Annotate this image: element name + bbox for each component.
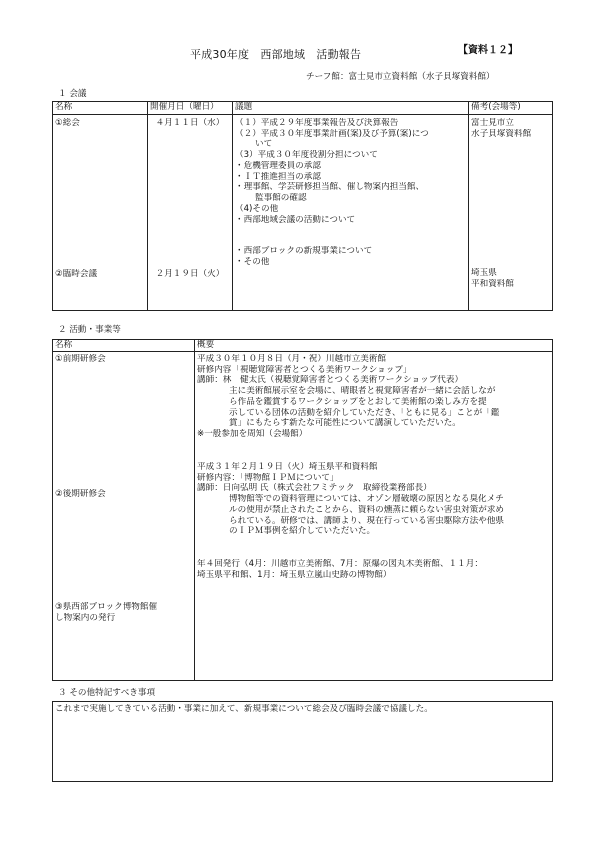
summary-line: 講師：林 健太氏（視聴覚障害者とつくる美術ワークショップ代表） [197,375,464,386]
agenda-line: （２）平成３０年度事業計画(案)及び予算(案)につ [235,128,429,139]
summary-line: 年４回発行（4月：川越市立美術館、7月：原爆の図丸木美術館、１１月： [197,559,483,570]
summary-line: られている。研修では、講師より、現在行っている害虫駆除方法や他県 [229,515,505,526]
meeting-name: ②臨時会議 [55,268,98,279]
activities-section-label: ２ 活動・事業等 [58,325,121,335]
summary-line: 示している団体の活動を紹介していただき、「ともに見る」ことが「鑑 [229,407,500,418]
summary-line: 研修内容：「博物館ＩＰＭについて」 [197,472,339,483]
summary-line: 埼玉県平和館、1月：埼玉県立嵐山史跡の博物館） [197,569,392,580]
activities-body-row [53,352,553,681]
summary-line: のＩＰＭ事例を紹介していただいた。 [229,526,376,537]
summary-line: 博物館等での資料管理については、オゾン層破壊の原因となる臭化メチ [229,494,504,505]
agenda-line: （4)その他 [235,203,279,214]
other-section-label: ３ その他特記すべき事項 [58,688,156,698]
summary-line: 平成３１年２月１９日（火）埼玉県平和資料館 [197,461,378,472]
summary-line: 平成３０年１０月８日（月・祝）川越市立美術館 [197,354,387,364]
activity-name: ①前期研修会 [55,354,106,364]
remarks-line: 水子貝塚資料館 [471,128,532,139]
chief-museum: チーフ館：富士見市立資料館（水子貝塚資料館） [306,72,495,82]
summary-line: ルの使用が禁止されたことから、資料の燻蒸に頼らない害虫対策が求め [229,504,505,515]
summary-line: 研修内容「視聴覚障害者とつくる美術ワークショップ」 [197,364,412,375]
activity-name: ②後期研修会 [55,488,106,499]
summary-line: 講師：日向弘明 氏（株式会社フミテック 取締役業務部長） [197,483,432,494]
header-agenda: 議題 [233,102,469,115]
summary-line: 賞」にもたらす新たな可能性について講演していただいた。 [229,418,461,429]
meetings-header-row [53,102,553,115]
agenda-line: ・理事館、学芸研修担当館、催し物案内担当館、 [235,182,425,193]
reference-label: 【資料１２】 [458,45,518,56]
remarks-line: 富士見市立 [471,118,514,128]
agenda-line: 監事館の確認 [255,193,307,204]
meetings-section-label: １ 会議 [58,89,87,99]
agenda-line: ・危機管理委員の承認 [235,160,321,171]
meeting-row-general [53,115,553,311]
header-date: 開催月日（曜日） [148,102,233,115]
other-text: これまで実施してきている活動・事業に加えて、新規事業について総会及び臨時会議で協議した。 [55,704,433,714]
meeting-date: ２月１９日（火） [155,268,225,279]
header-name: 名称 [53,102,148,115]
meeting-date: ４月１１日（水） [155,118,225,128]
meeting-name: ①総会 [55,118,80,128]
activity-name: ③県西部ブロック博物館催 [55,602,158,613]
header-name: 名称 [53,340,195,352]
other-body-row [53,702,553,782]
agenda-line: （１）平成２９年度事業報告及び決算報告 [235,118,399,128]
summary-line: ら作品を鑑賞するワークショップをとおして美術館の楽しみ方を提 [229,396,487,407]
other-table [52,701,553,782]
summary-line: ※一般参加を周知（会場館） [197,429,308,440]
header-summary: 概要 [195,340,553,352]
agenda-line: いて [255,139,273,150]
agenda-line: （3）平成３０年度役割分担について [235,150,378,161]
agenda-line: ・その他 [235,257,270,268]
agenda-line: ・ＩＴ推進担当の承認 [235,171,321,182]
page-title: 平成30年度 西部地域 活動報告 [190,48,362,61]
activity-name: し物案内の発行 [55,613,116,624]
header-remarks: 備考(会場等) [469,102,553,115]
remarks-line: 埼玉県 [471,268,497,279]
activities-table [52,339,553,681]
remarks-line: 平和資料館 [471,279,514,290]
summary-line: 主に美術館展示室を会場に、晴眼者と視覚障害者が一緒に会話しなが [229,386,496,397]
agenda-line: ・西部地域会議の活動について [235,214,356,225]
meetings-table [52,101,553,311]
agenda-line: ・西部ブロックの新規事業について [235,246,373,257]
activities-header-row [53,340,553,352]
